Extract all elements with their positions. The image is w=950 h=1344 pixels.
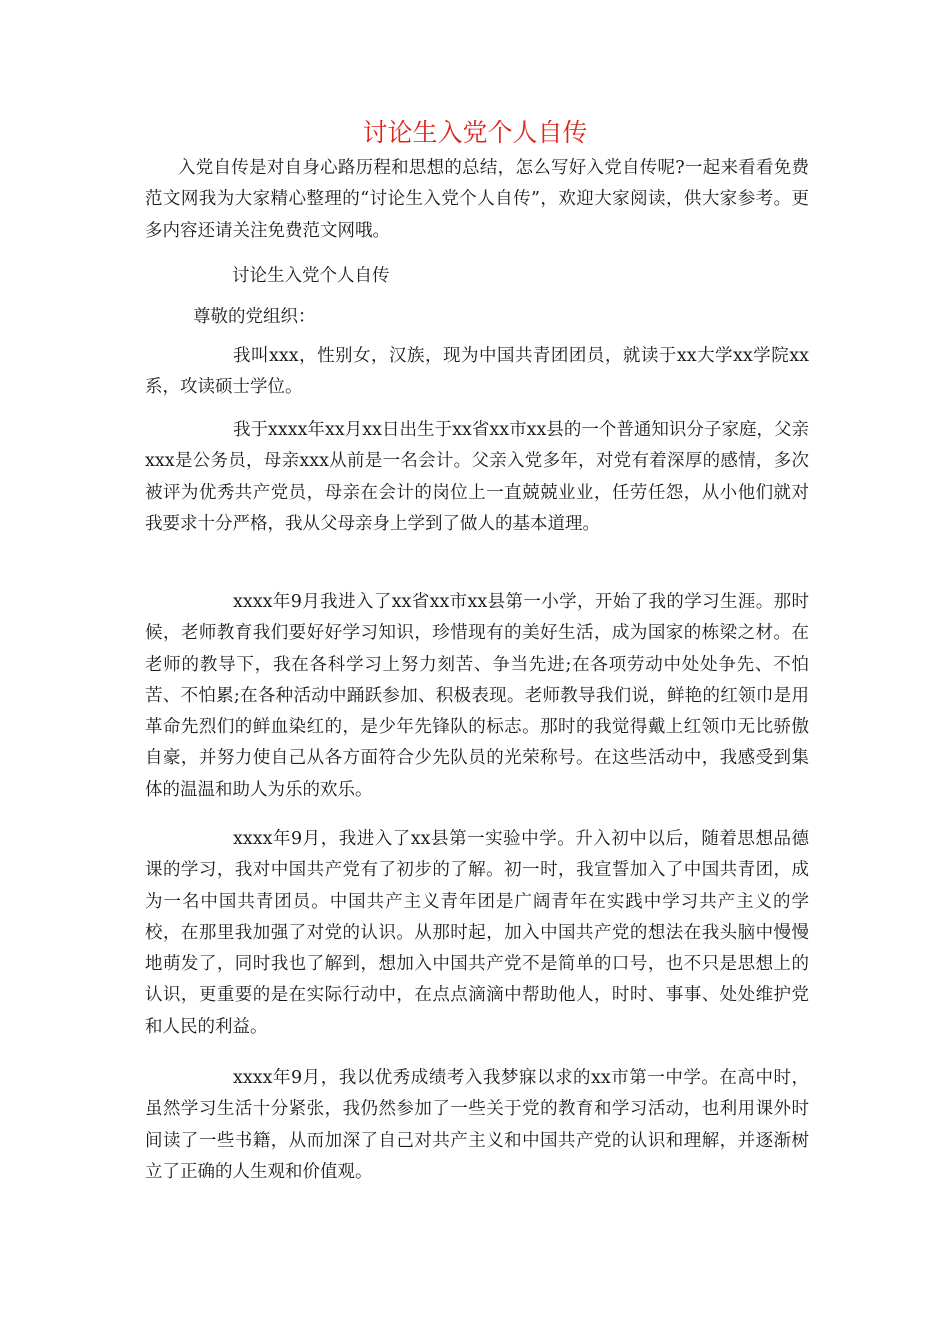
salutation: 尊敬的党组织： [193, 307, 316, 327]
body-paragraph: xxxx年9月我进入了xx省xx市xx县第一小学，开始了我的学习生涯。那时候，老师教育我们要好好学习知识，珍惜现有的美好生活，成为国家的栋梁之材。在老师的教导下，我在各科学习上努力刻苦、争当先进;在各项劳动中处处争先、不怕苦、不怕累;在各种活动中踊跃参加、积极表现。老师教导我们说，鲜艳的红领巾是用革命先烈们的鲜血染红的，是少年先锋队的标志。那时的我觉得戴上红领巾无比骄傲自豪，并努力使自己从各方面符合少先队员的光荣称号。在这些活动中，我感受到集体的温温和助人为乐的欢乐。 [145, 592, 809, 800]
body-paragraph: xxxx年9月，我进入了xx县第一实验中学。升入初中以后，随着思想品德课的学习，我对中国共产党有了初步的了解。初一时，我宣誓加入了中国共青团，成为一名中国共青团员。中国共产主义青年团是广阔青年在实践中学习共产主义的学校，在那里我加强了对党的认识。从那时起，加入中国共产党的想法在我头脑中慢慢地萌发了，同时我也了解到，想加入中国共产党不是简单的口号，也不只是思想上的认识，更重要的是在实际行动中，在点点滴滴中帮助他人，时时、事事、处处维护党和人民的利益。 [145, 829, 809, 1037]
document-title: 讨论生入党个人自传 [362, 118, 588, 147]
body-paragraph: 我于xxxx年xx月xx日出生于xx省xx市xx县的一个普通知识分子家庭，父亲xxx是公务员，母亲xxx从前是一名会计。父亲入党多年，对党有着深厚的感情，多次被评为优秀共产党员，母亲在会计的岗位上一直兢兢业业，任劳任怨，从小他们就对我要求十分严格，我从父母亲身上学到了做人的基本道理。 [145, 420, 809, 534]
subtitle: 讨论生入党个人自传 [232, 266, 390, 286]
body-paragraph: 我叫xxx，性别女，汉族，现为中国共青团团员，就读于xx大学xx学院xx系，攻读硕士学位。 [145, 346, 809, 398]
intro-paragraph: 入党自传是对自身心路历程和思想的总结，怎么写好入党自传呢?一起来看看免费范文网我为大家精心整理的“讨论生入党个人自传”，欢迎大家阅读，供大家参考。更多内容还请关注免费范文网哦。 [145, 158, 809, 241]
body-paragraph: xxxx年9月，我以优秀成绩考入我梦寐以求的xx市第一中学。在高中时，虽然学习生活十分紧张，我仍然参加了一些关于党的教育和学习活动，也利用课外时间读了一些书籍，从而加深了自己对共产主义和中国共产党的认识和理解，并逐渐树立了正确的人生观和价值观。 [145, 1068, 809, 1182]
